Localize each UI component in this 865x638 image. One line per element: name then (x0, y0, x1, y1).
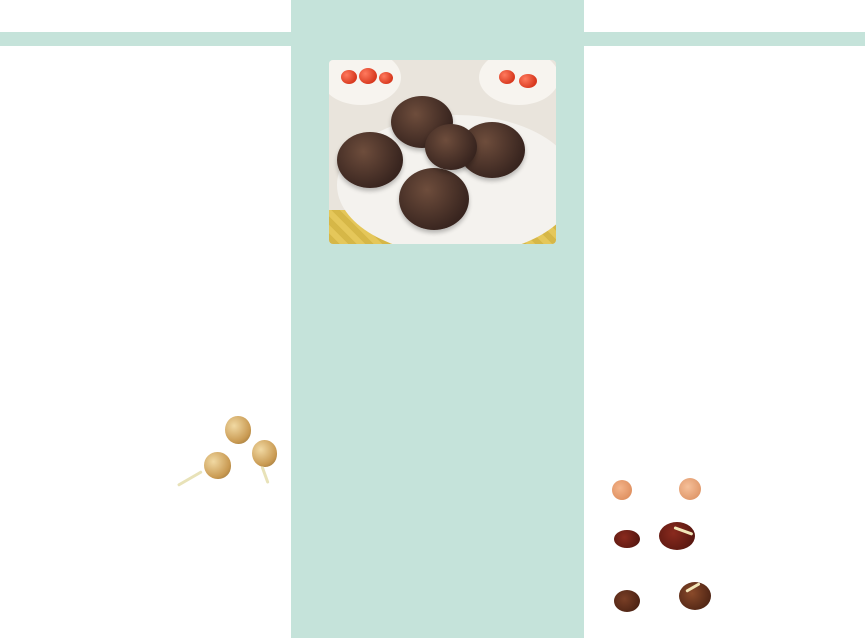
benefits-column (0, 0, 291, 638)
lentil-burger-photo (329, 60, 556, 244)
bloating-column (584, 0, 865, 638)
recipe-column (291, 0, 584, 638)
chickpea-image (182, 410, 282, 495)
